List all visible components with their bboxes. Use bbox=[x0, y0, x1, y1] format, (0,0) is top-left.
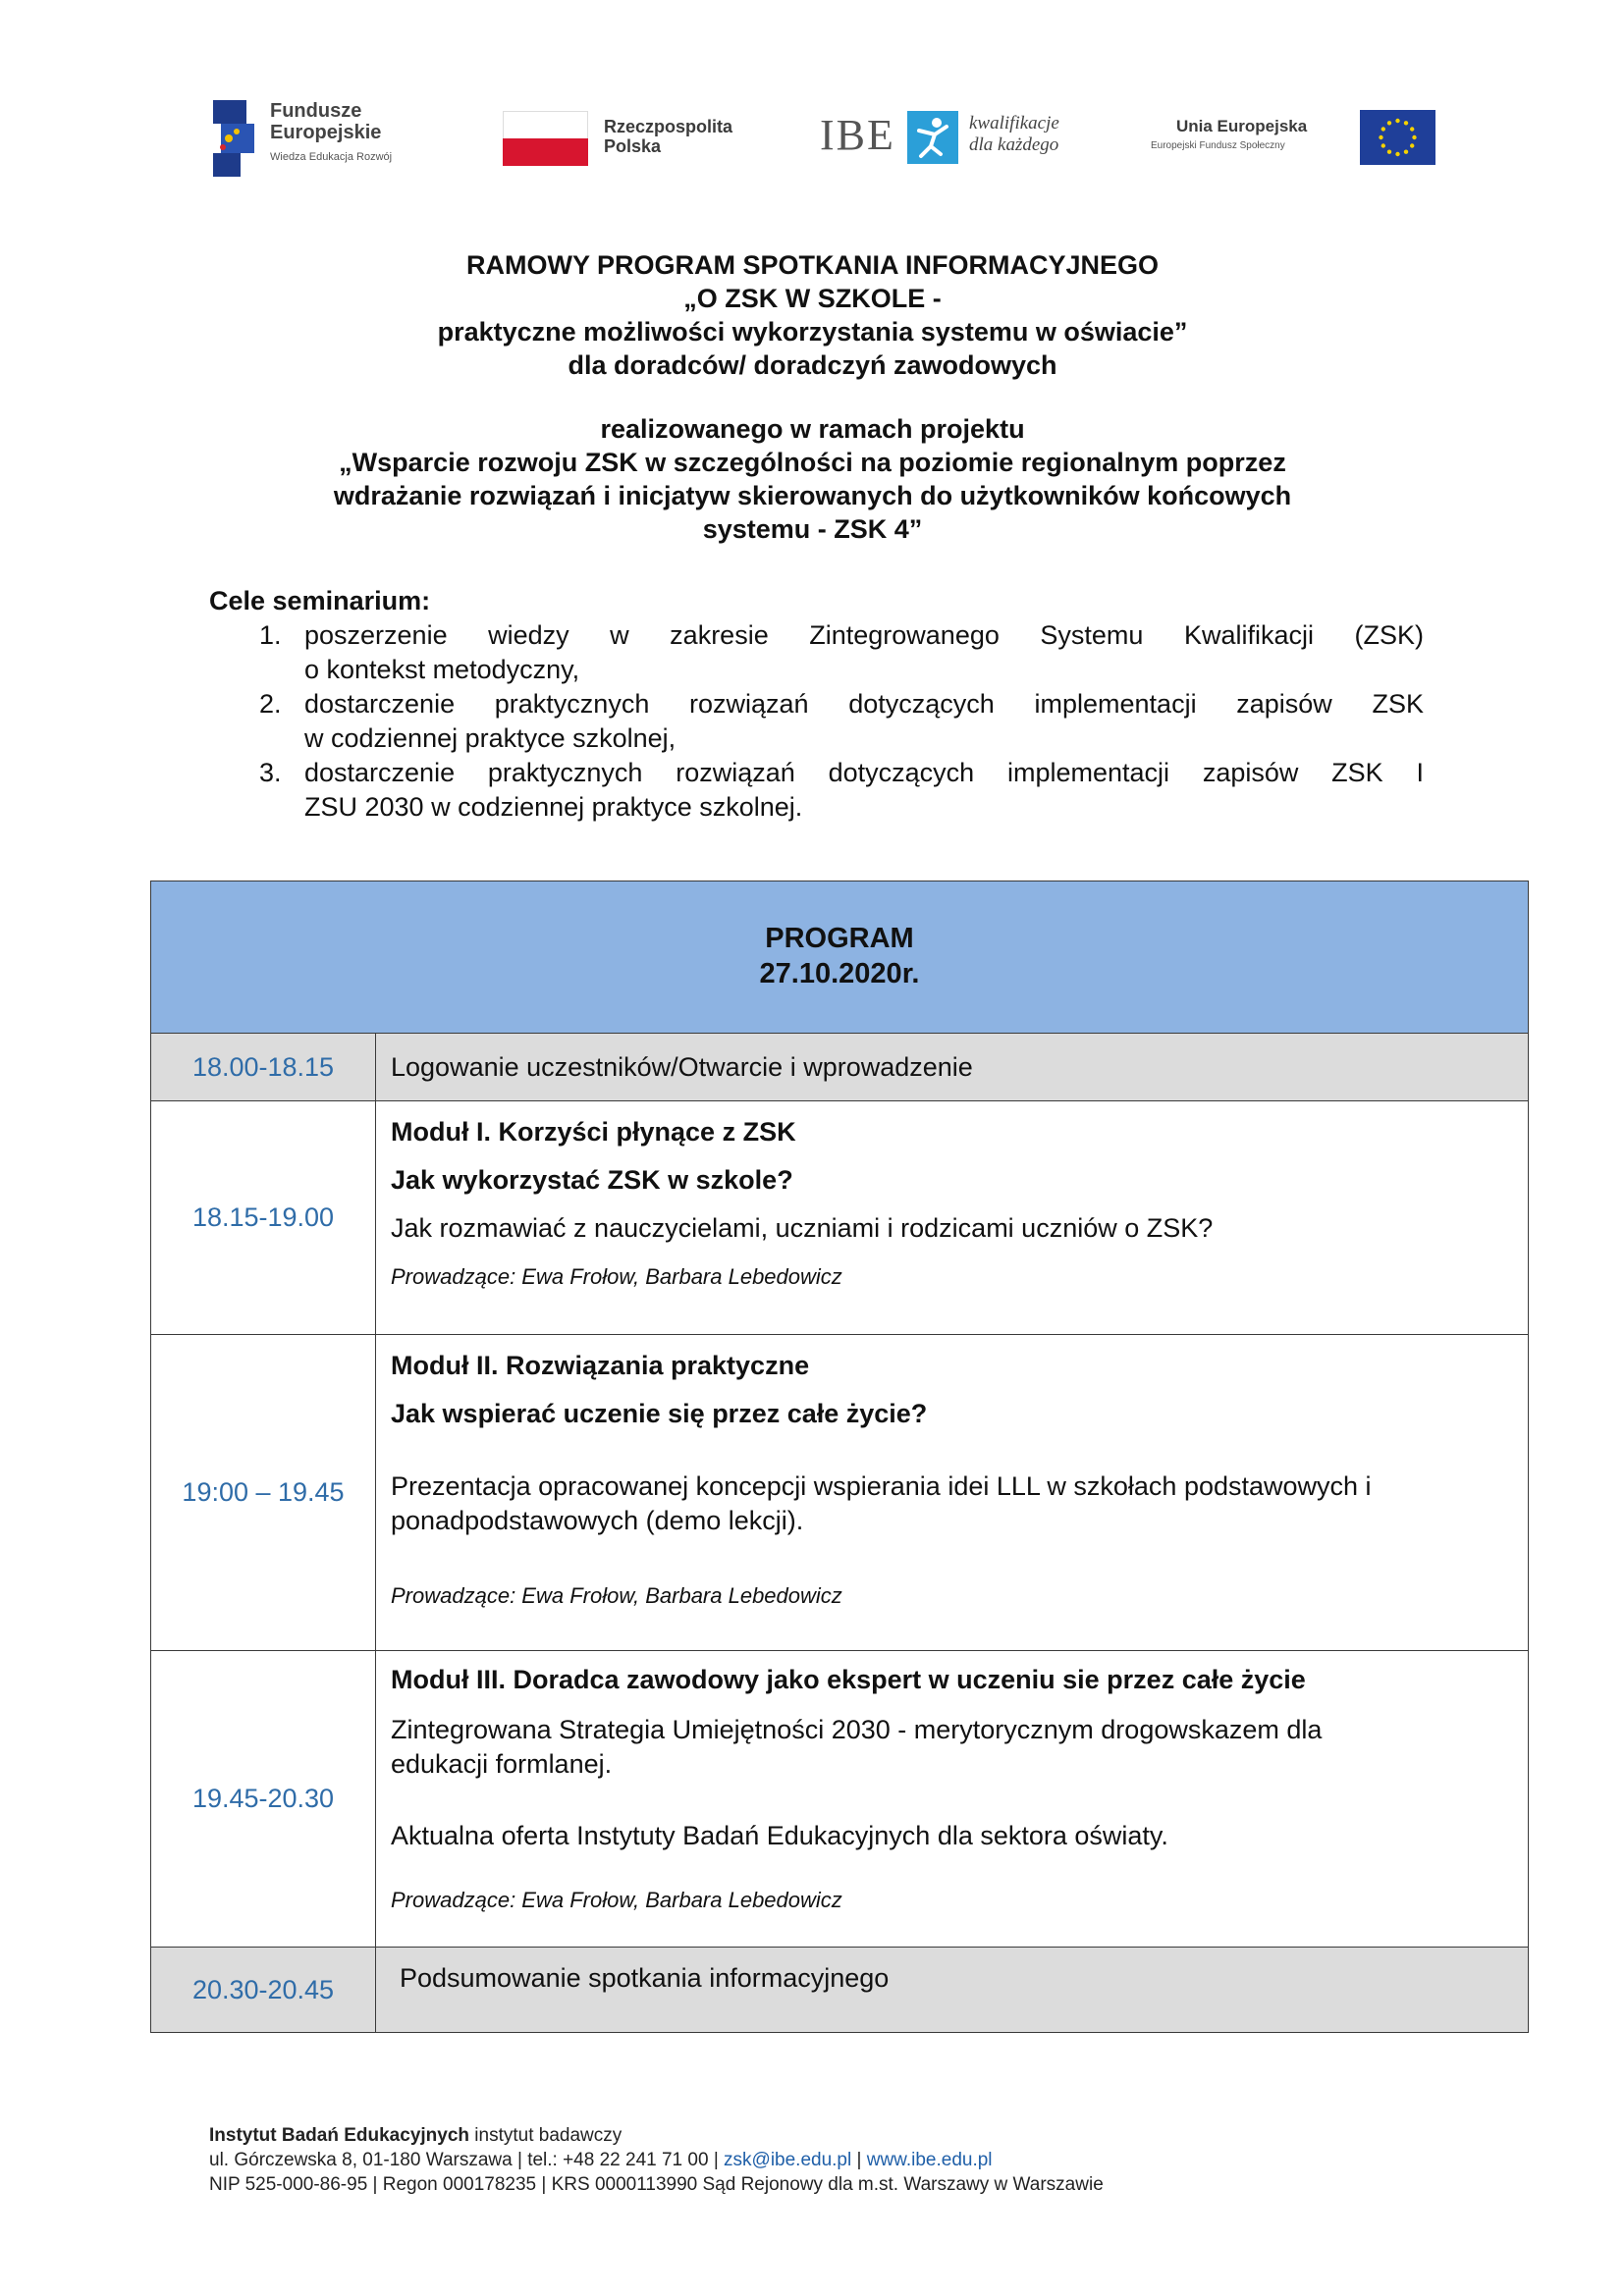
ibe-name: IBE bbox=[820, 111, 895, 159]
title-line: „O ZSK W SZKOLE - bbox=[683, 284, 942, 313]
session-content bbox=[376, 1651, 1528, 1947]
program-row bbox=[151, 1335, 1528, 1651]
goal-text: poszerzenie wiedzy w zakresie Zintegrowanego Systemu Kwalifikacji (ZSK) bbox=[304, 620, 1424, 650]
session-text: Podsumowanie spotkania informacyjnego bbox=[400, 1963, 890, 1993]
goal-text: o kontekst metodyczny, bbox=[304, 655, 580, 684]
rzeczpospolita-polska-logo bbox=[503, 111, 748, 170]
module-description: Aktualna oferta Instytuty Badań Edukacyjnych dla sektora oświaty. bbox=[391, 1821, 1168, 1850]
module-description: Zintegrowana Strategia Umiejętności 2030 - merytorycznym drogowskazem dla bbox=[391, 1715, 1323, 1744]
footer-registry-line: NIP 525-000-86-95 | Regon 000178235 | KRS 0000113990 Sąd Rejonowy dla m.st. Warszawy w Warszawie bbox=[209, 2174, 1104, 2195]
fe-name-line1: Fundusze bbox=[270, 100, 362, 122]
footer-address: ul. Górczewska 8, 01-180 Warszawa | tel.: +48 22 241 71 00 | bbox=[209, 2150, 725, 2170]
seminar-goals bbox=[209, 584, 1424, 825]
goal-item bbox=[209, 618, 1424, 687]
ibe-tag-line1: kwalifikacje bbox=[969, 113, 1059, 133]
program-row bbox=[151, 1651, 1528, 1948]
project-line: wdrażanie rozwiązań i inicjatyw skierowanych do użytkowników końcowych bbox=[333, 481, 1292, 510]
document-title bbox=[177, 248, 1448, 546]
module-leaders: Prowadzące: Ewa Frołow, Barbara Lebedowicz bbox=[391, 1888, 842, 1912]
module-description: Prezentacja opracowanej koncepcji wspierania idei LLL w szkołach podstawowych i bbox=[391, 1471, 1372, 1501]
goal-number: 2. bbox=[259, 689, 282, 719]
session-time: 18.00-18.15 bbox=[151, 1034, 376, 1100]
ibe-figure-icon bbox=[907, 111, 958, 164]
ue-name: Unia Europejska bbox=[1176, 117, 1308, 135]
title-line: RAMOWY PROGRAM SPOTKANIA INFORMACYJNEGO bbox=[465, 250, 1160, 280]
module-description: edukacji formlanej. bbox=[391, 1749, 613, 1779]
module-description: Jak rozmawiać z nauczycielami, uczniami i rodzicami uczniów o ZSK? bbox=[391, 1213, 1214, 1243]
logo-bar bbox=[0, 0, 1624, 226]
eu-flag-icon bbox=[1360, 110, 1435, 165]
goals-heading: Cele seminarium: bbox=[209, 586, 431, 615]
goal-text: dostarczenie praktycznych rozwiązań dotyczących implementacji zapisów ZSK bbox=[304, 689, 1424, 719]
goal-number: 1. bbox=[259, 620, 282, 650]
session-text: Logowanie uczestników/Otwarcie i wprowadzenie bbox=[391, 1051, 973, 1082]
module-title: Moduł III. Doradca zawodowy jako ekspert w uczeniu sie przez całe życie bbox=[391, 1665, 1306, 1694]
session-time: 19.45-20.30 bbox=[151, 1651, 376, 1947]
ibe-tag-line2: dla każdego bbox=[969, 134, 1059, 155]
goal-item bbox=[209, 687, 1424, 756]
program-table bbox=[150, 881, 1529, 2033]
session-content bbox=[376, 1101, 1528, 1334]
rp-name-line1: Rzeczpospolita bbox=[604, 117, 733, 136]
program-row bbox=[151, 1101, 1528, 1335]
rp-name-line2: Polska bbox=[604, 136, 662, 156]
title-line: praktyczne możliwości wykorzystania systemu w oświacie” bbox=[437, 317, 1188, 347]
project-line: systemu - ZSK 4” bbox=[702, 514, 923, 544]
module-description: ponadpodstawowych (demo lekcji). bbox=[391, 1506, 804, 1535]
program-row bbox=[151, 1948, 1528, 2032]
module-question: Jak wspierać uczenie się przez całe życie? bbox=[391, 1399, 928, 1428]
footer-org-type: instytut badawczy bbox=[469, 2125, 623, 2146]
project-line: „Wsparcie rozwoju ZSK w szczególności na poziomie regionalnym poprzez bbox=[339, 448, 1286, 477]
fe-name-line2: Europejskie bbox=[270, 122, 382, 143]
page-footer bbox=[209, 2123, 1104, 2197]
goal-number: 3. bbox=[259, 758, 282, 787]
goal-text: w codziennej praktyce szkolnej, bbox=[304, 723, 677, 753]
fundusze-europejskie-logo bbox=[207, 94, 443, 179]
session-time: 19:00 – 19.45 bbox=[151, 1335, 376, 1650]
fe-emblem-icon bbox=[207, 94, 264, 179]
module-title: Moduł I. Korzyści płynące z ZSK bbox=[391, 1117, 796, 1147]
footer-separator: | bbox=[851, 2150, 867, 2170]
goal-text: dostarczenie praktycznych rozwiązań dotyczących implementacji zapisów ZSK I bbox=[304, 758, 1424, 787]
footer-email-link[interactable]: zsk@ibe.edu.pl bbox=[724, 2150, 852, 2170]
session-time: 20.30-20.45 bbox=[151, 1948, 376, 2032]
ue-fund-name: Europejski Fundusz Społeczny bbox=[1151, 140, 1285, 151]
program-date: 27.10.2020r. bbox=[759, 958, 920, 989]
session-content bbox=[376, 1335, 1528, 1650]
footer-website-link[interactable]: www.ibe.edu.pl bbox=[866, 2150, 993, 2170]
program-header bbox=[151, 881, 1528, 1034]
footer-org-line bbox=[209, 2123, 1104, 2148]
goals-list bbox=[209, 618, 1424, 825]
title-line: dla doradców/ doradczyń zawodowych bbox=[568, 350, 1057, 380]
project-line: realizowanego w ramach projektu bbox=[600, 414, 1025, 444]
fe-tagline: Wiedza Edukacja Rozwój bbox=[270, 151, 393, 163]
goal-item bbox=[209, 756, 1424, 825]
footer-contact-line bbox=[209, 2148, 1104, 2172]
polish-flag-icon bbox=[503, 111, 588, 166]
program-heading: PROGRAM bbox=[765, 923, 914, 954]
ibe-logo bbox=[820, 107, 1085, 166]
module-title: Moduł II. Rozwiązania praktyczne bbox=[391, 1351, 810, 1380]
goal-text: ZSU 2030 w codziennej praktyce szkolnej. bbox=[304, 792, 803, 822]
session-time: 18.15-19.00 bbox=[151, 1101, 376, 1334]
program-row bbox=[151, 1034, 1528, 1101]
module-question: Jak wykorzystać ZSK w szkole? bbox=[391, 1165, 793, 1195]
unia-europejska-logo bbox=[1151, 108, 1435, 167]
module-leaders: Prowadzące: Ewa Frołow, Barbara Lebedowicz bbox=[391, 1583, 842, 1608]
module-leaders: Prowadzące: Ewa Frołow, Barbara Lebedowicz bbox=[391, 1264, 842, 1289]
footer-org-name: Instytut Badań Edukacyjnych bbox=[209, 2125, 470, 2146]
